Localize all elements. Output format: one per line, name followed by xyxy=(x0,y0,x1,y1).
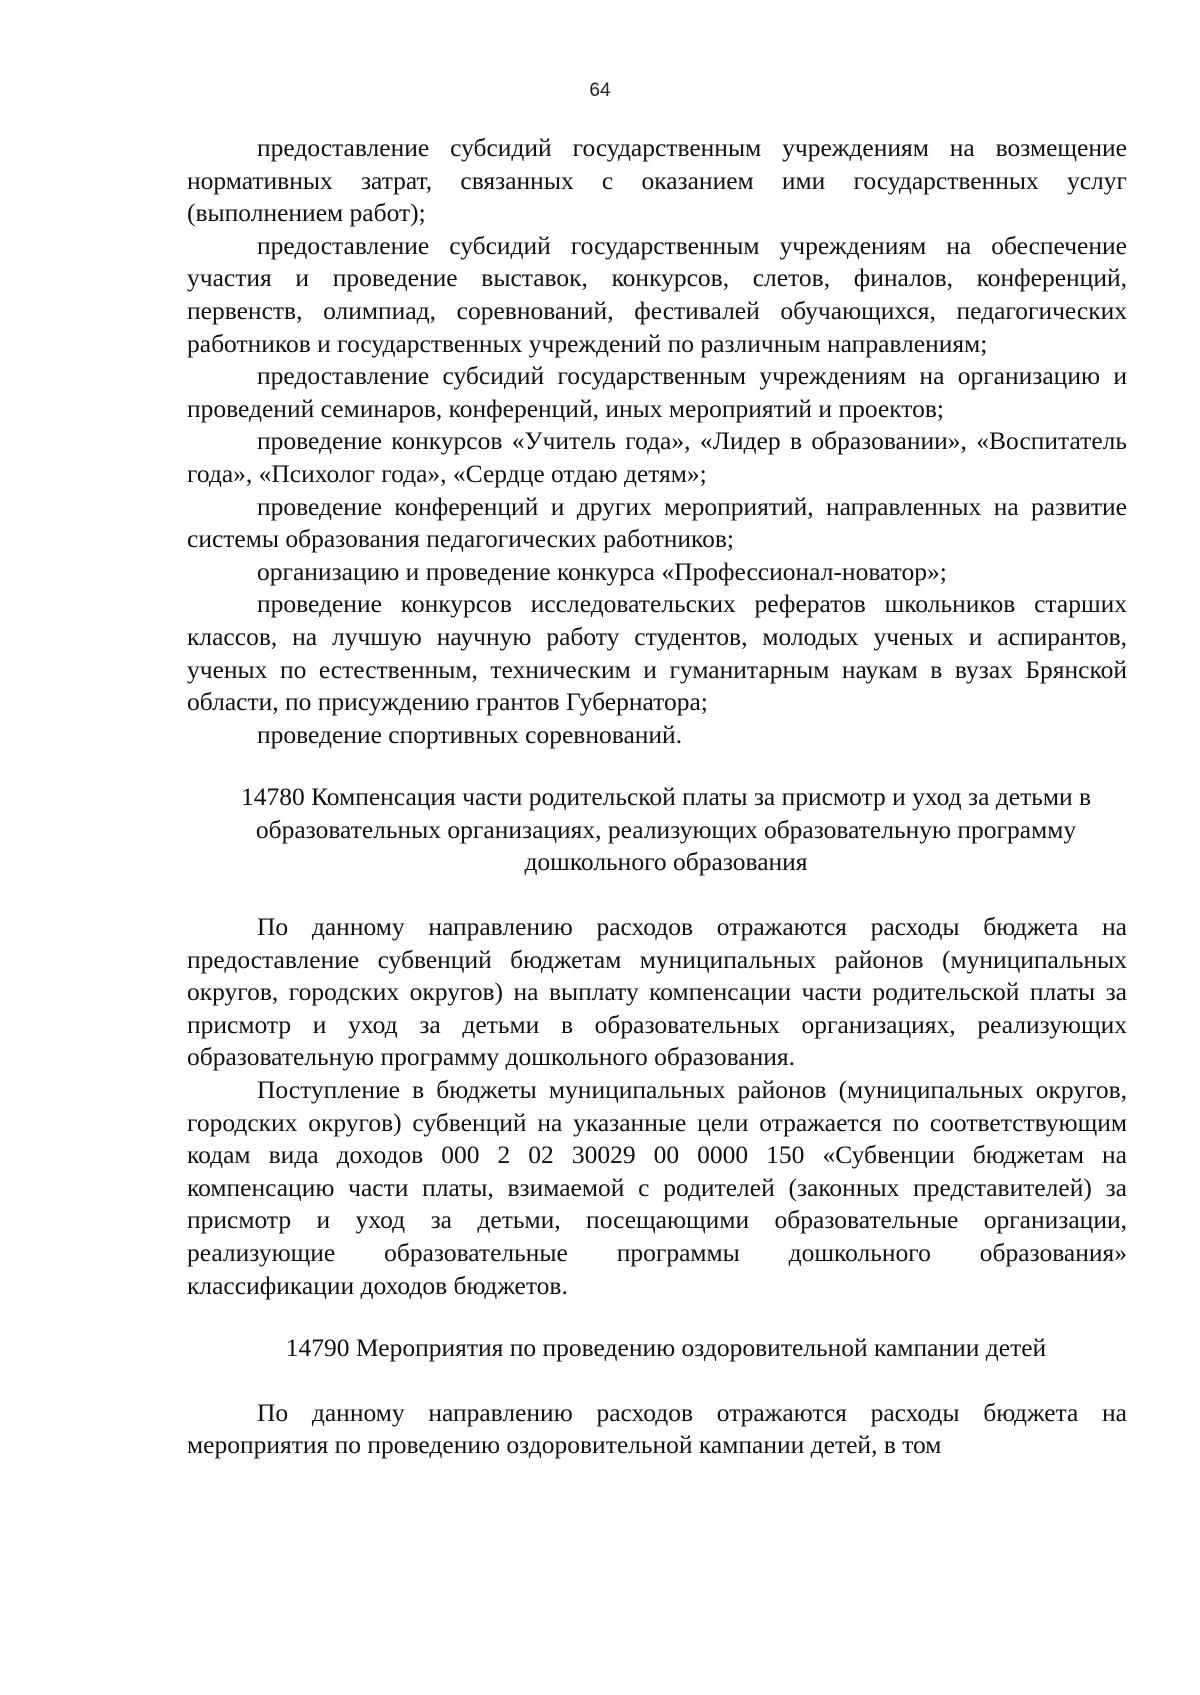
page-number: 64 xyxy=(589,80,611,101)
section-14780-paragraph-2: Поступление в бюджеты муниципальных районов (муниципальных округов, городских округов) субвенций на указанные цели отражается по соответствующим кодам вида доходов 000 2 02 30029 00 0000 150 «Субвенции бюджетам на компенсацию части платы, взимаемой с родителей (законных представителей) за присмотр и уход за детьми, посещающими образовательные организации, реализующие образовательные программы дошкольного образования» классификации доходов бюджетов. xyxy=(187,1075,1127,1300)
section-14780-paragraph-1: По данному направлению расходов отражаются расходы бюджета на предоставление субвенций бюджетам муниципальных районов (муниципальных округов, городских округов) на выплату компенсации части родительской платы за присмотр и уход за детьми в образовательных организациях, реализующих образовательную программу дошкольного образования. xyxy=(187,912,1127,1072)
list-item-innovator-contest: организацию и проведение конкурса «Профессионал-новатор»; xyxy=(257,556,947,586)
list-item-contests: проведение конкурсов «Учитель года», «Лидер в образовании», «Воспитатель года», «Психолог года», «Сердце отдаю детям»; xyxy=(187,426,1127,488)
list-item-subsidies-seminars: предоставление субсидий государственным учреждениям на организацию и проведений семинаров, конференций, иных мероприятий и проектов; xyxy=(187,361,1127,423)
section-heading-14790: 14790 Мероприятия по проведению оздоровительной кампании детей xyxy=(285,1333,1047,1363)
list-item-sports: проведение спортивных соревнований. xyxy=(257,719,683,749)
list-item-research-contests: проведение конкурсов исследовательских рефератов школьников старших классов, на лучшую научную работу студентов, молодых ученых и аспирантов, ученых по естественным, техническим и гуманитарным наукам в вузах Брянской области, по присуждению грантов Губернатора; xyxy=(187,589,1127,717)
list-item-subsidies-exhibitions: предоставление субсидий государственным учреждениям на обеспечение участия и проведение выставок, конкурсов, слетов, финалов, конференций, первенств, олимпиад, соревнований, фестивалей обучающихся, педагогических работников и государственных учреждений по различным направлениям; xyxy=(187,230,1127,358)
document-body xyxy=(187,132,1127,1462)
section-heading-14780: 14780 Компенсация части родительской платы за присмотр и уход за детьми в образовательных организациях, реализующих образовательную программу дошкольного образования xyxy=(240,782,1092,877)
list-item-conferences: проведение конференций и других мероприятий, направленных на развитие системы образования педагогических работников; xyxy=(187,491,1127,554)
section-14790-paragraph-1: По данному направлению расходов отражаются расходы бюджета на мероприятия по проведению оздоровительной кампании детей, в том xyxy=(187,1397,1127,1460)
list-item-subsidies-normative-costs: предоставление субсидий государственным учреждениям на возмещение нормативных затрат, связанных с оказанием ими государственных услуг (выполнением работ); xyxy=(187,133,1127,228)
